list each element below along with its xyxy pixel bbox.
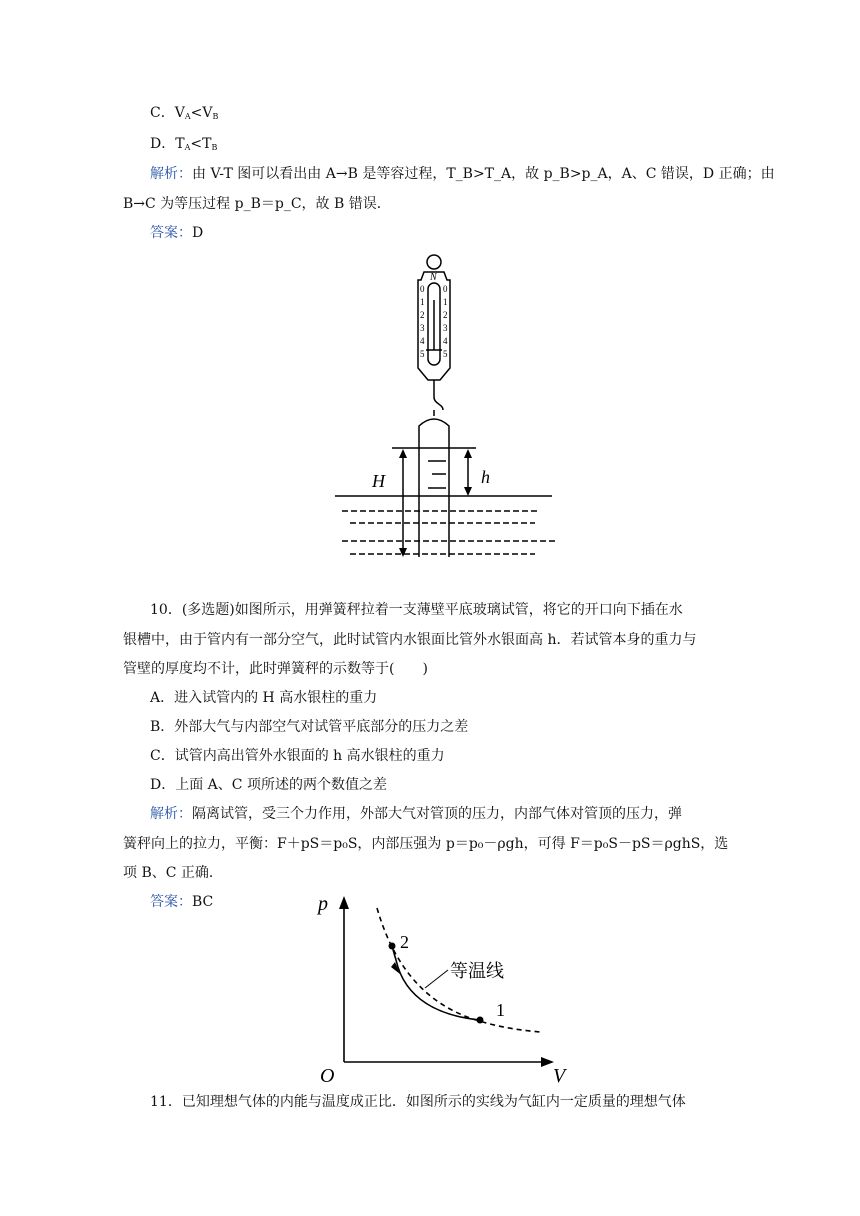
q10-option-d: D．上面 A、C 项所述的两个数值之差 [150,777,387,793]
scale-mark-left-3: 3 [420,323,425,333]
q11-line1: 11．已知理想气体的内能与温度成正比．如图所示的实线为气缸内一定质量的理想气体 [150,1094,686,1110]
axis-v-label: V [553,1065,566,1087]
q10-answer: 答案：BC [150,894,214,910]
q10-line3: 管壁的厚度均不计，此时弹簧秤的示数等于( ) [123,661,428,677]
analysis-label: 解析： [150,166,192,182]
label-H: H [372,471,385,491]
scale-mark-left-0: 0 [420,284,425,294]
pv-diagram [0,890,860,1090]
scale-mark-right-5: 5 [443,349,448,359]
q10-option-b: B．外部大气与内部空气对试管平底部分的压力之差 [150,719,469,735]
spring-scale-figure [0,248,860,568]
axis-p-label: p [318,893,328,915]
q10-analysis-line3: 项 B、C 正确． [123,865,223,881]
scale-mark-right-2: 2 [443,310,448,320]
point-1-label: 1 [496,1000,505,1020]
scale-mark-right-4: 4 [443,336,448,346]
q10-analysis-line1: 解析：隔离试管，受三个力作用，外部大气对管顶的压力，内部气体对管顶的压力，弹 [150,806,682,822]
option-d: D．$T_A<T_B$ [150,136,218,152]
answer-label: 答案： [150,225,192,241]
scale-mark-left-1: 1 [420,297,425,307]
scale-mark-left-2: 2 [420,310,425,320]
q10-option-c: C．试管内高出管外水银面的 h 高水银柱的重力 [150,748,445,764]
answer-prev: 答案：D [150,225,204,241]
scale-mark-left-5: 5 [420,349,425,359]
analysis-prev-line2: B→C 为等压过程 p_B＝p_C，故 B 错误． [123,196,391,212]
scale-mark-right-1: 1 [443,297,448,307]
scale-mark-left-4: 4 [420,336,425,346]
q10-answer-label: 答案： [150,894,192,910]
origin-label: O [320,1065,335,1087]
q10-line1: 10．(多选题)如图所示，用弹簧秤拉着一支薄壁平底玻璃试管，将它的开口向下插在水 [150,602,683,618]
analysis-prev-line1: 解析：由 V-T 图可以看出由 A→B 是等容过程，T_B>T_A，故 p_B>p_A，A、C 错误，D 正确；由 [150,166,775,182]
q10-line2: 银槽中，由于管内有一部分空气，此时试管内水银面比管外水银面高 h．若试管本身的重力与 [123,632,697,648]
scale-mark-right-3: 3 [443,323,448,333]
q10-analysis-line2: 簧秤向上的拉力，平衡：F＋pS＝p₀S，内部压强为 p＝p₀－ρgh，可得 F＝p₀S－pS＝ρghS，选 [123,836,729,852]
isotherm-label: 等温线 [450,961,504,981]
option-c: C．$V_A<V_B$ [150,105,219,121]
scale-mark-right-0: 0 [443,284,448,294]
q10-analysis-label: 解析： [150,806,192,822]
label-h: h [481,467,490,487]
scale-top-label: N [430,272,437,283]
q10-option-a: A．进入试管内的 H 高水银柱的重力 [150,690,378,706]
point-2-label: 2 [400,932,409,952]
